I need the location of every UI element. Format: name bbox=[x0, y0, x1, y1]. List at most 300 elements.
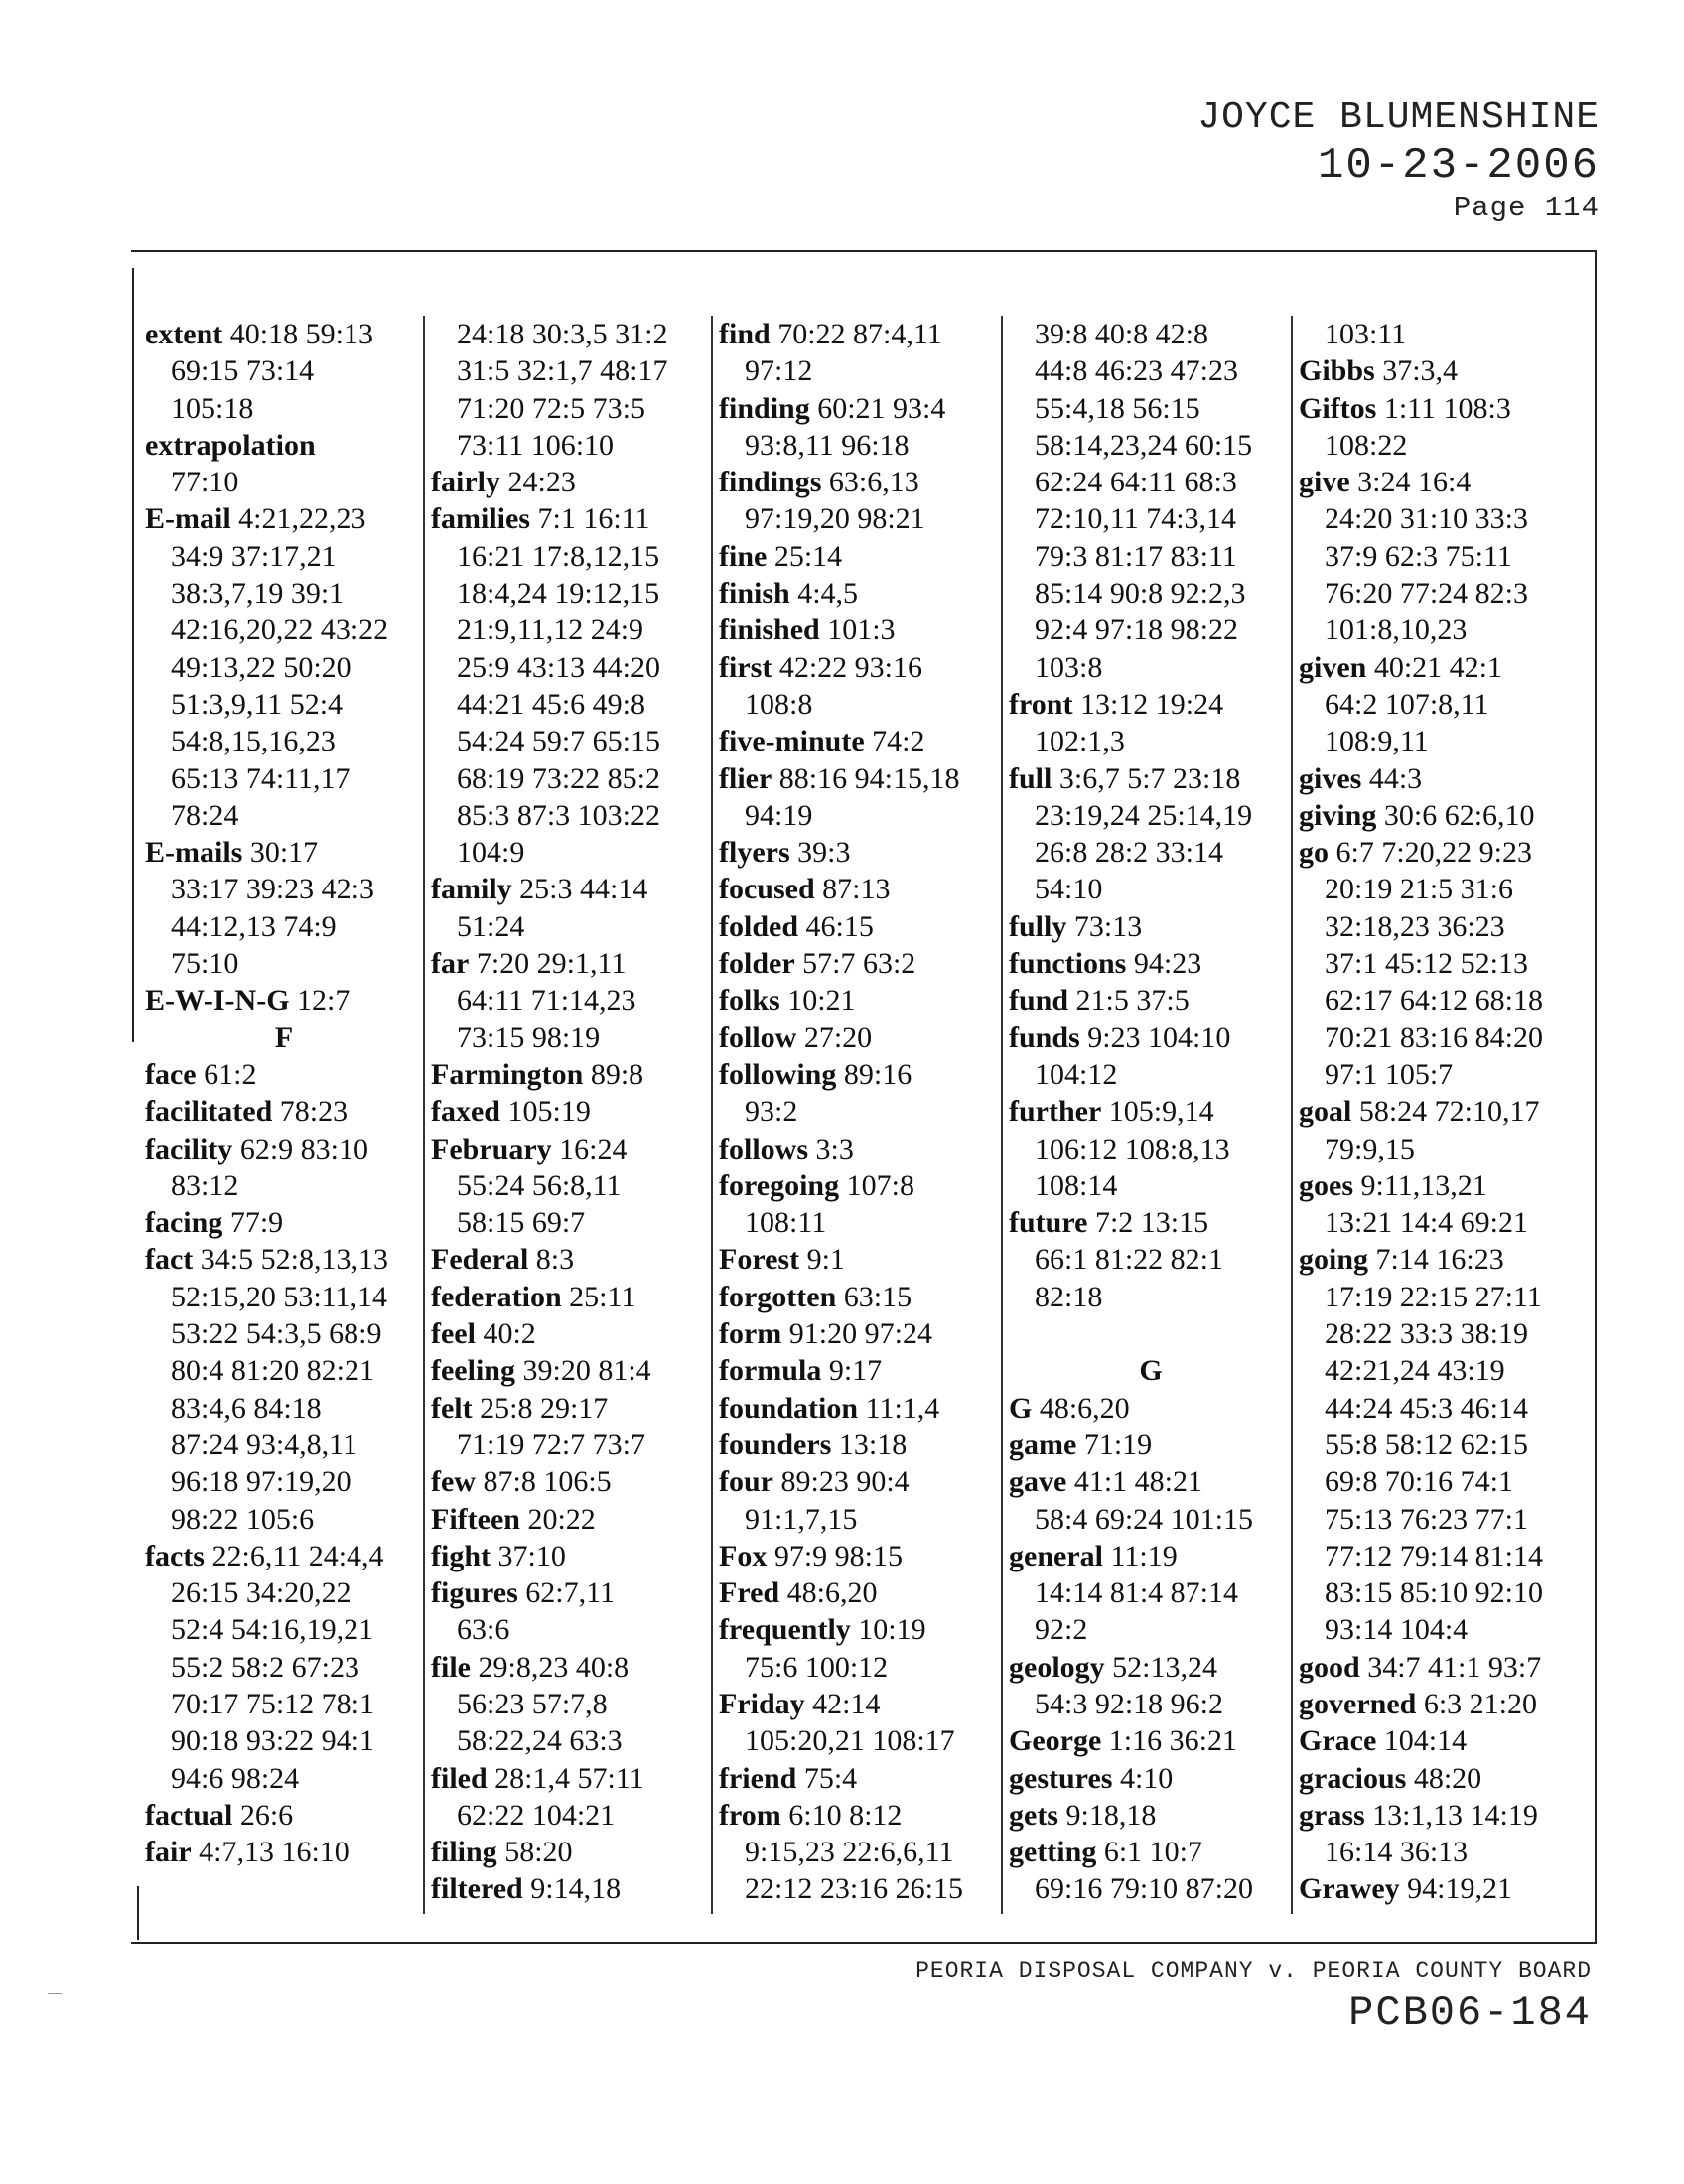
index-continuation bbox=[139, 1315, 423, 1352]
index-entry bbox=[425, 500, 713, 537]
index-continuation bbox=[139, 760, 423, 797]
page-line-refs: 66:1 81:22 82:1 bbox=[1035, 1243, 1224, 1277]
page-line-refs: 108:9,11 bbox=[1325, 725, 1429, 758]
page-line-refs: 48:6,20 bbox=[786, 1576, 878, 1610]
index-continuation bbox=[1293, 538, 1591, 575]
blank-line bbox=[1003, 1315, 1293, 1352]
index-continuation bbox=[1293, 1427, 1591, 1463]
page-line-refs: 28:1,4 57:11 bbox=[494, 1761, 644, 1795]
index-entry bbox=[139, 1131, 423, 1167]
index-entry bbox=[1293, 1686, 1591, 1722]
index-entry bbox=[425, 871, 713, 907]
page-line-refs: 6:7 7:20,22 9:23 bbox=[1335, 836, 1533, 870]
page-line-refs: 26:15 34:20,22 bbox=[171, 1576, 351, 1610]
page-line-refs: 102:1,3 bbox=[1035, 725, 1125, 758]
index-term: feel bbox=[431, 1317, 476, 1351]
index-term: feeling bbox=[431, 1354, 515, 1388]
index-term: front bbox=[1009, 687, 1073, 721]
page-line-refs: 93:8,11 96:18 bbox=[745, 428, 910, 462]
index-entry bbox=[425, 1870, 713, 1907]
page-line-refs: 69:16 79:10 87:20 bbox=[1035, 1872, 1254, 1906]
page-line-refs: 52:4 54:16,19,21 bbox=[171, 1613, 374, 1647]
index-entry bbox=[1003, 1204, 1293, 1241]
index-entry bbox=[713, 1760, 1003, 1797]
page-line-refs: 54:8,15,16,23 bbox=[171, 725, 336, 758]
index-continuation bbox=[1293, 1204, 1591, 1241]
index-continuation bbox=[139, 1649, 423, 1686]
index-term: families bbox=[431, 502, 530, 536]
page-line-refs: 56:23 57:7,8 bbox=[457, 1687, 608, 1720]
index-continuation bbox=[713, 686, 1003, 723]
index-term: finding bbox=[719, 391, 810, 425]
index-term: find bbox=[719, 318, 771, 350]
page-line-refs: 58:15 69:7 bbox=[457, 1206, 586, 1240]
index-term: Federal bbox=[431, 1243, 529, 1277]
page-line-refs: 104:9 bbox=[457, 836, 525, 870]
page-line-refs: 38:3,7,19 39:1 bbox=[171, 577, 345, 611]
index-continuation bbox=[1003, 1501, 1293, 1538]
index-continuation bbox=[713, 1722, 1003, 1759]
index-term: Grawey bbox=[1299, 1872, 1400, 1906]
index-continuation bbox=[139, 1167, 423, 1204]
index-entry bbox=[425, 1315, 713, 1352]
index-continuation bbox=[139, 871, 423, 907]
index-column bbox=[1291, 316, 1591, 1914]
index-term: facilitated bbox=[145, 1095, 273, 1129]
index-entry bbox=[1293, 1870, 1591, 1907]
page-line-refs: 49:13,22 50:20 bbox=[171, 650, 351, 684]
page-number: Page 114 bbox=[1453, 192, 1600, 224]
page-line-refs: 10:21 bbox=[787, 984, 856, 1018]
index-continuation bbox=[139, 686, 423, 723]
page-line-refs: 51:24 bbox=[457, 909, 525, 943]
index-term: faxed bbox=[431, 1095, 500, 1129]
page-line-refs: 77:10 bbox=[171, 466, 239, 499]
index-continuation bbox=[1003, 500, 1293, 537]
page-line-refs: 92:4 97:18 98:22 bbox=[1035, 614, 1239, 647]
index-continuation bbox=[1293, 427, 1591, 464]
index-term: file bbox=[431, 1650, 471, 1684]
index-continuation bbox=[1003, 352, 1293, 389]
index-entry bbox=[713, 1056, 1003, 1093]
index-term: Fox bbox=[719, 1539, 768, 1572]
index-term: factual bbox=[145, 1798, 233, 1832]
page-line-refs: 30:6 62:6,10 bbox=[1383, 798, 1535, 832]
index-continuation bbox=[425, 797, 713, 834]
page-line-refs: 4:7,13 16:10 bbox=[199, 1836, 350, 1869]
page-line-refs: 34:7 41:1 93:7 bbox=[1367, 1650, 1542, 1684]
index-continuation bbox=[1003, 1241, 1293, 1278]
index-term: following bbox=[719, 1057, 837, 1091]
index-term: facility bbox=[145, 1132, 233, 1165]
index-term: geology bbox=[1009, 1650, 1105, 1684]
page-line-refs: 60:21 93:4 bbox=[817, 391, 946, 425]
index-term: give bbox=[1299, 466, 1350, 499]
index-term: filing bbox=[431, 1836, 497, 1869]
page-line-refs: 37:1 45:12 52:13 bbox=[1325, 947, 1529, 981]
page-header bbox=[1197, 95, 1600, 226]
page-line-refs: 9:18,18 bbox=[1065, 1798, 1157, 1832]
index-continuation bbox=[139, 1574, 423, 1611]
page-line-refs: 78:24 bbox=[171, 798, 239, 832]
page-line-refs: 25:9 43:13 44:20 bbox=[457, 650, 661, 684]
index-term: full bbox=[1009, 761, 1052, 795]
index-term: Fred bbox=[719, 1576, 780, 1610]
index-term: far bbox=[431, 947, 470, 981]
page-line-refs: 55:2 58:2 67:23 bbox=[171, 1650, 360, 1684]
page-line-refs: 21:5 37:5 bbox=[1075, 984, 1190, 1018]
page-line-refs: 92:2 bbox=[1035, 1613, 1088, 1647]
index-entry bbox=[139, 500, 423, 537]
index-term: Forest bbox=[719, 1243, 800, 1277]
index-continuation bbox=[425, 352, 713, 389]
page-line-refs: 70:21 83:16 84:20 bbox=[1325, 1021, 1544, 1054]
page-line-refs: 63:6 bbox=[457, 1613, 510, 1647]
index-continuation bbox=[1293, 500, 1591, 537]
case-number: PCB06-184 bbox=[1348, 1989, 1592, 2037]
page-line-refs: 58:20 bbox=[504, 1836, 573, 1869]
page-line-refs: 89:16 bbox=[843, 1057, 912, 1091]
page-line-refs: 33:17 39:23 42:3 bbox=[171, 873, 375, 906]
page-line-refs: 7:20 29:1,11 bbox=[476, 947, 627, 981]
index-term: gives bbox=[1299, 761, 1362, 795]
index-term: general bbox=[1009, 1539, 1103, 1572]
page-line-refs: 25:14 bbox=[773, 539, 843, 573]
page-line-refs: 79:3 81:17 83:11 bbox=[1035, 539, 1237, 573]
index-term: functions bbox=[1009, 947, 1127, 981]
index-entry bbox=[1293, 760, 1591, 797]
index-term: fairly bbox=[431, 466, 500, 499]
page-line-refs: 39:8 40:8 42:8 bbox=[1035, 318, 1209, 350]
index-continuation bbox=[1293, 1574, 1591, 1611]
page-line-refs: 103:8 bbox=[1035, 650, 1103, 684]
index-term: from bbox=[719, 1798, 781, 1832]
page-line-refs: 94:19 bbox=[745, 798, 813, 832]
index-entry bbox=[139, 427, 423, 464]
index-entry bbox=[713, 1538, 1003, 1574]
index-continuation bbox=[1293, 686, 1591, 723]
index-term: friend bbox=[719, 1761, 797, 1795]
page-line-refs: 96:18 97:19,20 bbox=[171, 1465, 351, 1499]
page-line-refs: 70:22 87:4,11 bbox=[777, 318, 942, 350]
page-line-refs: 1:16 36:21 bbox=[1108, 1724, 1237, 1758]
index-continuation bbox=[713, 1870, 1003, 1907]
index-term: facts bbox=[145, 1539, 205, 1572]
page-line-refs: 73:11 106:10 bbox=[457, 428, 615, 462]
page-line-refs: 85:3 87:3 103:22 bbox=[457, 798, 661, 832]
index-continuation bbox=[1003, 649, 1293, 686]
page-line-refs: 54:3 92:18 96:2 bbox=[1035, 1687, 1224, 1720]
index-entry bbox=[1003, 1797, 1293, 1834]
page-line-refs: 83:15 85:10 92:10 bbox=[1325, 1576, 1544, 1610]
index-continuation bbox=[425, 612, 713, 648]
index-term: form bbox=[719, 1317, 782, 1351]
page-line-refs: 44:12,13 74:9 bbox=[171, 909, 337, 943]
index-term: foundation bbox=[719, 1391, 859, 1425]
index-entry bbox=[713, 1574, 1003, 1611]
index-continuation bbox=[139, 1686, 423, 1722]
page-line-refs: 14:14 81:4 87:14 bbox=[1035, 1576, 1239, 1610]
index-term: gestures bbox=[1009, 1761, 1113, 1795]
index-entry bbox=[713, 760, 1003, 797]
index-term: grass bbox=[1299, 1798, 1365, 1832]
index-term: extent bbox=[145, 318, 223, 350]
page-line-refs: 88:16 94:15,18 bbox=[778, 761, 960, 795]
index-entry bbox=[425, 1574, 713, 1611]
index-entry bbox=[713, 316, 1003, 352]
page-line-refs: 90:18 93:22 94:1 bbox=[171, 1724, 375, 1758]
index-term: formula bbox=[719, 1354, 822, 1388]
index-continuation bbox=[139, 352, 423, 389]
page-line-refs: 91:20 97:24 bbox=[788, 1317, 932, 1351]
page-line-refs: 79:9,15 bbox=[1325, 1132, 1415, 1165]
index-entry bbox=[425, 1501, 713, 1538]
page-line-refs: 42:14 bbox=[812, 1687, 881, 1720]
index-continuation bbox=[425, 723, 713, 759]
index-term: fair bbox=[145, 1836, 192, 1869]
index-term: folks bbox=[719, 984, 780, 1018]
page-line-refs: 75:4 bbox=[803, 1761, 858, 1795]
index-continuation bbox=[1293, 1834, 1591, 1870]
index-entry bbox=[713, 908, 1003, 945]
page-line-refs: 65:13 74:11,17 bbox=[171, 761, 351, 795]
index-continuation bbox=[425, 908, 713, 945]
page-line-refs: 64:11 71:14,23 bbox=[457, 984, 636, 1018]
page-line-refs: 32:18,23 36:23 bbox=[1325, 909, 1505, 943]
page-line-refs: 57:7 63:2 bbox=[802, 947, 916, 981]
index-continuation bbox=[425, 834, 713, 871]
page-line-refs: 44:21 45:6 49:8 bbox=[457, 687, 646, 721]
page-line-refs: 41:1 48:21 bbox=[1073, 1465, 1202, 1499]
index-entry bbox=[1003, 1020, 1293, 1056]
page-line-refs: 89:8 bbox=[590, 1057, 644, 1091]
index-continuation bbox=[1003, 1131, 1293, 1167]
page-line-refs: 9:11,13,21 bbox=[1360, 1168, 1487, 1202]
witness-name: JOYCE BLUMENSHINE bbox=[1197, 96, 1600, 139]
index-continuation bbox=[1293, 612, 1591, 648]
index-continuation bbox=[1003, 316, 1293, 352]
page-line-refs: 9:17 bbox=[828, 1354, 883, 1388]
page-line-refs: 58:24 72:10,17 bbox=[1358, 1095, 1540, 1129]
index-term: few bbox=[431, 1465, 476, 1499]
page-line-refs: 55:4,18 56:15 bbox=[1035, 391, 1200, 425]
index-continuation bbox=[139, 1611, 423, 1648]
page-line-refs: 44:24 45:3 46:14 bbox=[1325, 1391, 1529, 1425]
index-entry bbox=[1293, 834, 1591, 871]
page-line-refs: 3:3 bbox=[815, 1132, 854, 1165]
index-continuation bbox=[1293, 316, 1591, 352]
index-continuation bbox=[1003, 1686, 1293, 1722]
index-continuation bbox=[1003, 464, 1293, 500]
margin-mark bbox=[48, 1993, 62, 1994]
index-continuation bbox=[713, 427, 1003, 464]
page-line-refs: 82:18 bbox=[1035, 1280, 1103, 1313]
page-line-refs: 94:19,21 bbox=[1407, 1872, 1512, 1906]
index-entry bbox=[425, 1760, 713, 1797]
page-line-refs: 37:10 bbox=[497, 1539, 566, 1572]
index-continuation bbox=[425, 575, 713, 612]
page-line-refs: 107:8 bbox=[846, 1168, 914, 1202]
page-line-refs: 53:22 54:3,5 68:9 bbox=[171, 1317, 382, 1351]
page-line-refs: 58:4 69:24 101:15 bbox=[1035, 1502, 1254, 1536]
page-line-refs: 37:9 62:3 75:11 bbox=[1325, 539, 1512, 573]
index-continuation bbox=[425, 686, 713, 723]
index-entry bbox=[1003, 1649, 1293, 1686]
page-line-refs: 44:8 46:23 47:23 bbox=[1035, 354, 1239, 388]
page-line-refs: 93:14 104:4 bbox=[1325, 1613, 1469, 1647]
page-line-refs: 54:24 59:7 65:15 bbox=[457, 725, 661, 758]
page-line-refs: 76:20 77:24 82:3 bbox=[1325, 577, 1529, 611]
index-continuation bbox=[425, 316, 713, 352]
index-term: four bbox=[719, 1465, 773, 1499]
index-entry bbox=[1003, 1538, 1293, 1574]
index-continuation bbox=[139, 1760, 423, 1797]
frame-left-edge bbox=[132, 268, 134, 1042]
page-line-refs: 62:7,11 bbox=[525, 1576, 616, 1610]
index-entry bbox=[1293, 1649, 1591, 1686]
index-term: fact bbox=[145, 1243, 194, 1277]
page-line-refs: 25:11 bbox=[569, 1280, 636, 1313]
index-entry bbox=[139, 1204, 423, 1241]
index-entry bbox=[1293, 390, 1591, 427]
page-line-refs: 44:3 bbox=[1368, 761, 1423, 795]
index-continuation bbox=[1003, 797, 1293, 834]
index-continuation bbox=[1293, 1538, 1591, 1574]
index-entry bbox=[1003, 1834, 1293, 1870]
page-line-refs: 105:19 bbox=[507, 1095, 591, 1129]
index-entry bbox=[139, 1056, 423, 1093]
index-continuation bbox=[425, 1167, 713, 1204]
page-line-refs: 87:24 93:4,8,11 bbox=[171, 1428, 358, 1461]
index-entry bbox=[1293, 1797, 1591, 1834]
index-entry bbox=[139, 1538, 423, 1574]
index-entry bbox=[713, 1020, 1003, 1056]
index-term: five-minute bbox=[719, 725, 865, 758]
index-continuation bbox=[425, 427, 713, 464]
index-continuation bbox=[1293, 871, 1591, 907]
index-term: go bbox=[1299, 836, 1329, 870]
index-term: good bbox=[1299, 1650, 1360, 1684]
page-line-refs: 16:24 bbox=[559, 1132, 628, 1165]
index-column bbox=[711, 316, 1003, 1914]
index-entry bbox=[425, 1538, 713, 1574]
index-entry bbox=[713, 1279, 1003, 1315]
index-continuation bbox=[713, 1501, 1003, 1538]
index-term: finished bbox=[719, 614, 820, 647]
index-continuation bbox=[1003, 538, 1293, 575]
page-line-refs: 12:7 bbox=[297, 984, 351, 1018]
page-line-refs: 51:3,9,11 52:4 bbox=[171, 687, 344, 721]
index-entry bbox=[425, 1131, 713, 1167]
index-entry bbox=[713, 945, 1003, 982]
index-continuation bbox=[139, 1390, 423, 1427]
index-continuation bbox=[713, 797, 1003, 834]
page-line-refs: 69:8 70:16 74:1 bbox=[1325, 1465, 1514, 1499]
index-entry bbox=[139, 834, 423, 871]
index-continuation bbox=[1003, 871, 1293, 907]
index-entry bbox=[713, 1315, 1003, 1352]
index-term: Fifteen bbox=[431, 1502, 520, 1536]
index-entry bbox=[1003, 945, 1293, 982]
index-entry bbox=[713, 1686, 1003, 1722]
index-term: founders bbox=[719, 1428, 832, 1461]
page-line-refs: 11:19 bbox=[1110, 1539, 1178, 1572]
page-line-refs: 39:20 81:4 bbox=[522, 1354, 651, 1388]
page-line-refs: 9:23 104:10 bbox=[1087, 1021, 1231, 1054]
index-continuation bbox=[139, 908, 423, 945]
page-line-refs: 94:6 98:24 bbox=[171, 1761, 300, 1795]
page-line-refs: 40:18 59:13 bbox=[229, 318, 373, 350]
index-entry bbox=[1003, 1390, 1293, 1427]
page-line-refs: 42:16,20,22 43:22 bbox=[171, 614, 389, 647]
index-continuation bbox=[1293, 1611, 1591, 1648]
page-line-refs: 4:10 bbox=[1119, 1761, 1174, 1795]
index-continuation bbox=[1293, 1279, 1591, 1315]
index-term: E-mails bbox=[145, 836, 243, 870]
index-continuation bbox=[425, 649, 713, 686]
index-entry bbox=[1293, 352, 1591, 389]
index-continuation bbox=[1293, 1390, 1591, 1427]
page-line-refs: 7:1 16:11 bbox=[537, 502, 650, 536]
page-line-refs: 26:8 28:2 33:14 bbox=[1035, 836, 1224, 870]
page-line-refs: 93:2 bbox=[745, 1095, 798, 1129]
index-term: findings bbox=[719, 466, 822, 499]
index-continuation bbox=[1003, 1870, 1293, 1907]
page-line-refs: 105:20,21 108:17 bbox=[745, 1724, 955, 1758]
page-line-refs: 24:18 30:3,5 31:2 bbox=[457, 318, 668, 350]
index-entry bbox=[425, 945, 713, 982]
page-line-refs: 80:4 81:20 82:21 bbox=[171, 1354, 375, 1388]
page-line-refs: 70:17 75:12 78:1 bbox=[171, 1687, 375, 1720]
page-line-refs: 55:24 56:8,11 bbox=[457, 1168, 622, 1202]
index-term: fully bbox=[1009, 909, 1067, 943]
index-term: filtered bbox=[431, 1872, 523, 1906]
word-index bbox=[139, 316, 1589, 1914]
case-caption: PEORIA DISPOSAL COMPANY v. PEORIA COUNTY BOARD bbox=[915, 1958, 1592, 1983]
page-line-refs: 87:8 106:5 bbox=[483, 1465, 612, 1499]
index-entry bbox=[713, 1797, 1003, 1834]
index-entry bbox=[1003, 1760, 1293, 1797]
index-continuation bbox=[1003, 427, 1293, 464]
page-line-refs: 1:11 108:3 bbox=[1383, 391, 1511, 425]
index-entry bbox=[713, 834, 1003, 871]
page-line-refs: 16:21 17:8,12,15 bbox=[457, 539, 660, 573]
page-line-refs: 48:20 bbox=[1413, 1761, 1482, 1795]
index-term: face bbox=[145, 1057, 197, 1091]
index-entry bbox=[1003, 760, 1293, 797]
index-continuation bbox=[425, 760, 713, 797]
page-line-refs: 62:22 104:21 bbox=[457, 1798, 616, 1832]
index-term: E-mail bbox=[145, 502, 231, 536]
index-entry bbox=[1003, 1463, 1293, 1500]
index-continuation bbox=[1003, 723, 1293, 759]
page-line-refs: 22:12 23:16 26:15 bbox=[745, 1872, 964, 1906]
index-continuation bbox=[1003, 390, 1293, 427]
index-continuation bbox=[1003, 1574, 1293, 1611]
index-term: foregoing bbox=[719, 1168, 840, 1202]
index-entry bbox=[139, 1797, 423, 1834]
index-term: given bbox=[1299, 650, 1367, 684]
index-entry bbox=[713, 1167, 1003, 1204]
page-line-refs: 4:21,22,23 bbox=[238, 502, 366, 536]
page-line-refs: 63:6,13 bbox=[828, 466, 919, 499]
index-continuation bbox=[425, 1611, 713, 1648]
page-line-refs: 103:11 bbox=[1325, 318, 1407, 350]
page-line-refs: 20:22 bbox=[527, 1502, 596, 1536]
index-continuation bbox=[1293, 945, 1591, 982]
index-term: gave bbox=[1009, 1465, 1067, 1499]
page-line-refs: 62:9 83:10 bbox=[239, 1132, 368, 1165]
